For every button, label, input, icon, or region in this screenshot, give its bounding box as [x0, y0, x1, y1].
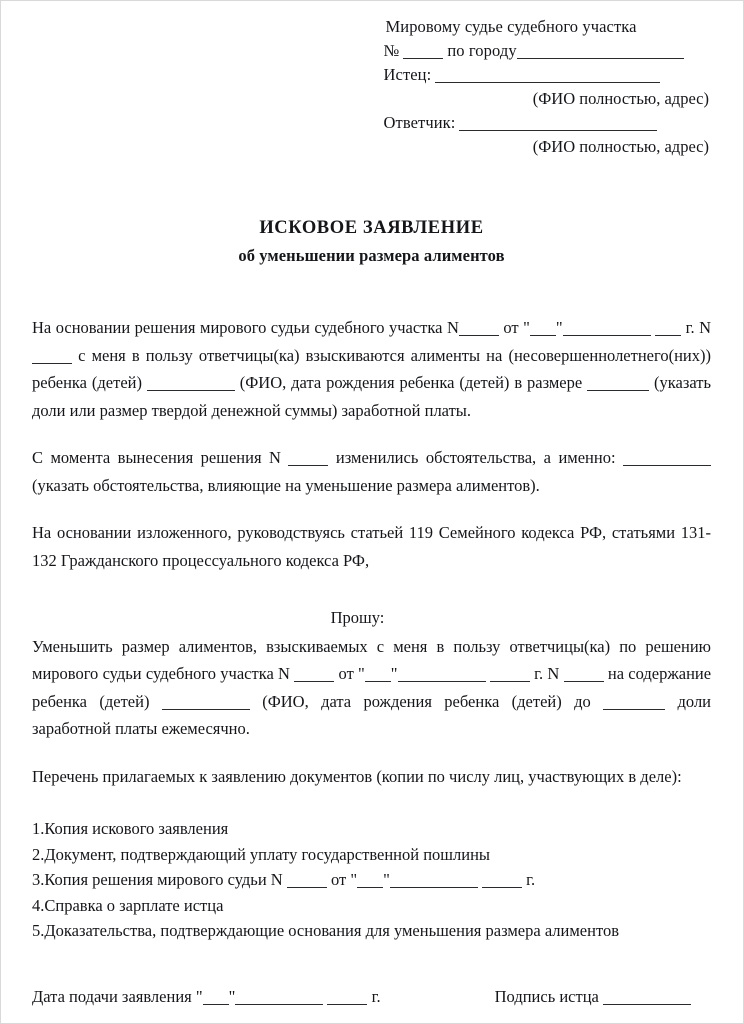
plaintiff-name-blank[interactable] — [435, 69, 660, 83]
list-item — [32, 816, 711, 842]
p4-day-blank[interactable] — [365, 668, 391, 682]
filing-date-label: Дата подачи заявления " — [32, 987, 203, 1006]
addressee-block — [372, 15, 712, 159]
p2-circumstances-blank[interactable] — [623, 452, 711, 466]
list-item — [32, 893, 711, 919]
filing-day-blank[interactable] — [203, 991, 229, 1005]
p4-case-number-blank[interactable] — [564, 668, 604, 682]
p4-month-blank[interactable] — [398, 668, 486, 682]
p4-s1: Уменьшить размер алиментов, взыскиваемых с меня в пользу ответчицы(ка) по решению мирового судьи судебного участка N — [32, 636, 711, 683]
p1-s2: от " — [503, 318, 530, 337]
p1-year-blank[interactable] — [655, 322, 681, 336]
p1-month-blank[interactable] — [563, 322, 651, 336]
court-number-blank[interactable] — [403, 45, 443, 59]
p4-child-name-blank[interactable] — [162, 696, 250, 710]
document-title: ИСКОВОЕ ЗАЯВЛЕНИЕ — [259, 218, 484, 238]
attachment-5-num: 5. — [32, 921, 45, 940]
signature-blank[interactable] — [603, 991, 691, 1005]
p1-s1: На основании решения мирового судьи судебного участка N — [32, 318, 459, 337]
paragraph-grounds — [32, 314, 711, 424]
defendant-name-blank[interactable] — [459, 117, 657, 131]
filing-date-quote: " — [228, 987, 236, 1006]
addressee-court-text: Мировому судье судебного участка — [385, 17, 637, 36]
signature-field — [495, 985, 711, 1009]
attachment-1-num: 1. — [32, 819, 45, 838]
list-item — [32, 842, 711, 868]
p2-s3: (указать обстоятельства, влияющие на уменьшение размера алиментов). — [32, 475, 540, 495]
paragraph-request — [32, 633, 711, 743]
attachments-list — [32, 816, 711, 944]
document-body — [32, 314, 711, 944]
filing-year-suffix: г. — [371, 987, 381, 1006]
plaintiff-fio-hint: (ФИО полностью, адрес) — [532, 89, 709, 108]
paper-sheet — [7, 7, 737, 1017]
attachment-3-month-blank[interactable] — [390, 874, 478, 888]
addressee-court-line — [384, 15, 712, 39]
attachment-2-text: Документ, подтверждающий уплату государственной пошлины — [44, 844, 490, 864]
city-label: по городу — [447, 41, 517, 60]
defendant-label: Ответчик: — [383, 113, 456, 132]
attachment-3-mid2: " — [383, 870, 390, 889]
p1-s6: (ФИО, дата рождения ребенка (детей) в размере — [239, 373, 583, 392]
p4-s6: (ФИО, дата рождения ребенка (детей) до — [262, 691, 591, 711]
p1-amount-blank[interactable] — [587, 377, 649, 391]
filing-date-field — [32, 985, 381, 1009]
signature-row — [32, 985, 711, 1009]
document-subtitle: об уменьшении размера алиментов — [238, 246, 505, 265]
defendant-fio-hint: (ФИО полностью, адрес) — [532, 137, 709, 156]
p4-s2: от " — [338, 664, 365, 683]
document-content — [32, 15, 711, 944]
defendant-line — [384, 111, 712, 135]
p1-day-blank[interactable] — [530, 322, 556, 336]
attachment-4-text: Справка о зарплате истца — [44, 895, 224, 915]
list-item — [32, 867, 711, 893]
attachment-3-text: Копия решения мирового судьи N — [44, 870, 283, 889]
filing-year-blank[interactable] — [327, 991, 367, 1005]
attachment-1-text: Копия искового заявления — [44, 819, 229, 838]
attachment-3-number-blank[interactable] — [287, 874, 327, 888]
city-name-blank[interactable] — [517, 45, 684, 59]
p1-case-number-blank[interactable] — [32, 350, 72, 364]
numero-label: № — [383, 41, 400, 60]
p1-s4: г. N — [685, 318, 712, 337]
attachment-3-num: 3. — [32, 870, 45, 889]
petition-heading: Прошу: — [330, 608, 385, 627]
attachment-4-num: 4. — [32, 895, 45, 915]
p4-s5: на содержание ребенка (детей) — [32, 664, 712, 711]
p1-child-name-blank[interactable] — [147, 377, 235, 391]
attachment-3-year-blank[interactable] — [482, 874, 522, 888]
title-block — [32, 215, 711, 268]
paragraph-legal-basis — [32, 519, 711, 574]
attachment-5-text: Доказательства, подтверждающие основания для уменьшения размера алиментов — [44, 921, 619, 940]
p4-court-number-blank[interactable] — [294, 668, 334, 682]
p4-year-blank[interactable] — [490, 668, 530, 682]
p4-s4: г. N — [534, 664, 560, 683]
p2-decision-number-blank[interactable] — [288, 452, 328, 466]
p2-s1: С момента вынесения решения N — [32, 448, 281, 467]
p1-s5: с меня в пользу ответчицы(ка) взыскиваются алименты на (несовершеннолетнего(них)) ребенка (детей) — [32, 345, 711, 392]
signature-label: Подпись истца — [494, 987, 599, 1006]
p2-s2: изменились обстоятельства, а именно: — [335, 448, 616, 467]
p4-s3: " — [390, 664, 398, 683]
attachment-3-day-blank[interactable] — [357, 874, 383, 888]
p1-s3: " — [555, 318, 563, 337]
attachments-intro: Перечень прилагаемых к заявлению документов (копии по числу лиц, участвующих в деле): — [32, 766, 682, 786]
plaintiff-label: Истец: — [383, 65, 432, 84]
addressee-number-line — [384, 39, 712, 63]
plaintiff-line — [384, 63, 712, 87]
attachment-2-num: 2. — [32, 844, 45, 864]
filing-month-blank[interactable] — [235, 991, 323, 1005]
p4-share-blank[interactable] — [603, 696, 665, 710]
p1-s7: (указать доли или размер твердой денежной суммы) заработной платы. — [32, 373, 712, 420]
list-item — [32, 918, 711, 944]
p4-s7: доли заработной платы ежемесячно. — [32, 691, 712, 738]
p1-court-number-blank[interactable] — [459, 322, 499, 336]
p3-s1: На основании изложенного, руководствуясь статьей 119 Семейного кодекса РФ, статьями 131-132 Гражданского процессуального кодекса РФ, — [32, 523, 711, 570]
attachment-3-tail: г. — [526, 870, 536, 889]
paragraph-changed-circumstances — [32, 444, 711, 499]
attachment-3-mid1: от " — [330, 870, 358, 889]
